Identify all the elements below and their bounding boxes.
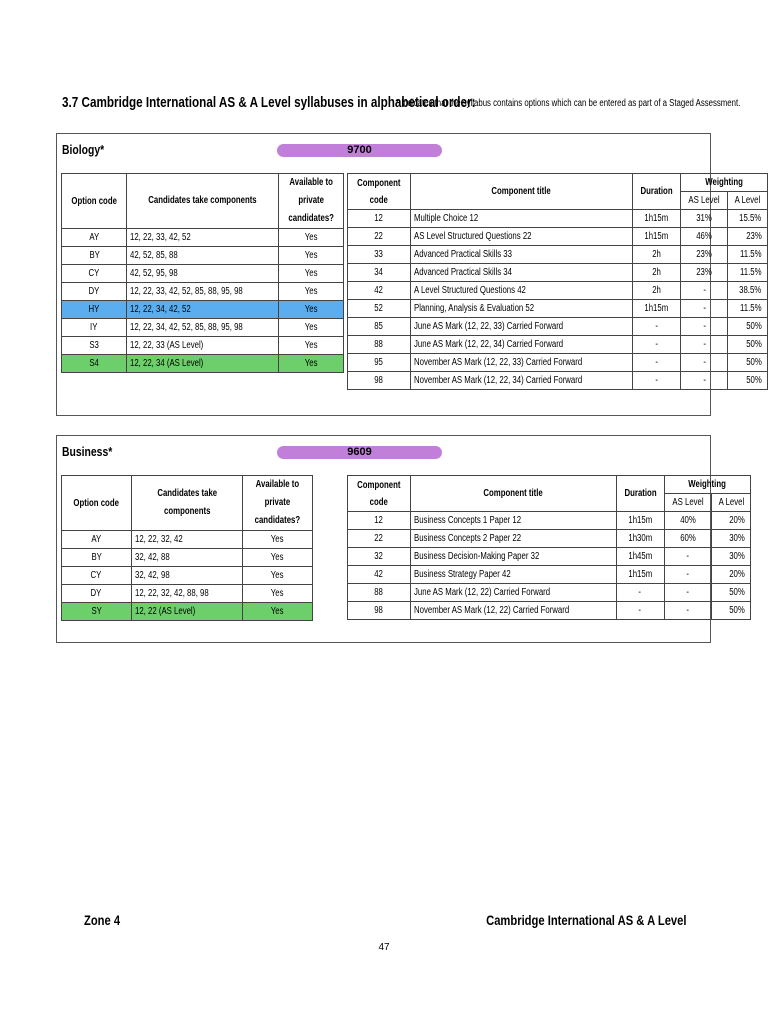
option-private: Yes	[278, 301, 343, 319]
section-heading: 3.7 Cambridge International AS & A Level syllabuses in alphabetical order:	[62, 94, 476, 111]
weighting-a: 50%	[711, 602, 751, 620]
component-code: 12	[348, 512, 411, 530]
component-title: June AS Mark (12, 22) Carried Forward	[410, 584, 616, 602]
component-duration: -	[616, 584, 664, 602]
component-title: Planning, Analysis & Evaluation 52	[410, 300, 633, 318]
header-option-code: Option code	[62, 476, 132, 531]
option-code: AY	[62, 229, 127, 247]
option-code: DY	[62, 283, 127, 301]
weighting-a: 20%	[711, 512, 751, 530]
component-code: 85	[348, 318, 411, 336]
weighting-as: -	[681, 354, 728, 372]
weighting-as: -	[664, 548, 711, 566]
component-row	[348, 246, 768, 264]
option-private: Yes	[278, 355, 343, 373]
component-row	[348, 512, 751, 530]
component-title: Business Strategy Paper 42	[410, 566, 616, 584]
component-title: June AS Mark (12, 22, 34) Carried Forward	[410, 336, 633, 354]
header-a-level: A Level	[711, 494, 751, 512]
component-row	[348, 228, 768, 246]
component-code: 98	[348, 602, 411, 620]
option-private: Yes	[278, 229, 343, 247]
component-duration: 1h15m	[616, 512, 664, 530]
option-row	[62, 301, 344, 319]
syllabus-code-badge: 9700	[277, 144, 442, 157]
option-components: 42, 52, 95, 98	[127, 265, 279, 283]
option-row	[62, 319, 344, 337]
option-row	[62, 337, 344, 355]
weighting-as: -	[681, 336, 728, 354]
option-code: IY	[62, 319, 127, 337]
option-row	[62, 585, 313, 603]
option-row	[62, 549, 313, 567]
syllabus-code-badge: 9609	[277, 446, 442, 459]
component-title: A Level Structured Questions 42	[410, 282, 633, 300]
weighting-a: 23%	[728, 228, 768, 246]
syllabus-name: Business*	[62, 444, 113, 459]
footer-product: Cambridge International AS & A Level	[485, 912, 686, 928]
option-private: Yes	[243, 549, 313, 567]
header-private-candidates: Available to private candidates?	[243, 476, 313, 531]
component-title: November AS Mark (12, 22) Carried Forward	[410, 602, 616, 620]
weighting-as: -	[681, 372, 728, 390]
option-code: CY	[62, 265, 127, 283]
weighting-a: 30%	[711, 548, 751, 566]
component-row	[348, 300, 768, 318]
component-code: 52	[348, 300, 411, 318]
component-code: 88	[348, 584, 411, 602]
component-code: 88	[348, 336, 411, 354]
header-component-title: Component title	[410, 174, 633, 210]
component-title: Advanced Practical Skills 34	[410, 264, 633, 282]
header-candidates-take: Candidates take components	[131, 476, 242, 531]
header-a-level: A Level	[728, 192, 768, 210]
option-private: Yes	[243, 585, 313, 603]
component-row	[348, 318, 768, 336]
component-title: Business Concepts 2 Paper 22	[410, 530, 616, 548]
component-row	[348, 372, 768, 390]
option-components: 12, 22, 33, 42, 52	[127, 229, 279, 247]
component-title: November AS Mark (12, 22, 33) Carried Forward	[410, 354, 633, 372]
header-option-code: Option code	[62, 174, 127, 229]
weighting-as: 60%	[664, 530, 711, 548]
component-code: 22	[348, 530, 411, 548]
component-row	[348, 566, 751, 584]
weighting-a: 50%	[728, 354, 768, 372]
component-row	[348, 584, 751, 602]
weighting-a: 11.5%	[728, 264, 768, 282]
weighting-as: -	[681, 282, 728, 300]
weighting-as: -	[664, 602, 711, 620]
option-private: Yes	[278, 337, 343, 355]
option-code: HY	[62, 301, 127, 319]
component-code: 95	[348, 354, 411, 372]
option-code: S3	[62, 337, 127, 355]
component-title: AS Level Structured Questions 22	[410, 228, 633, 246]
component-row	[348, 354, 768, 372]
weighting-a: 50%	[728, 318, 768, 336]
weighting-a: 30%	[711, 530, 751, 548]
option-code: BY	[62, 549, 132, 567]
weighting-a: 50%	[711, 584, 751, 602]
option-code: DY	[62, 585, 132, 603]
option-code: BY	[62, 247, 127, 265]
component-row	[348, 282, 768, 300]
header-duration: Duration	[633, 174, 681, 210]
component-code: 33	[348, 246, 411, 264]
header-weighting: Weighting	[664, 476, 751, 494]
option-row	[62, 265, 344, 283]
option-row	[62, 567, 313, 585]
weighting-as: -	[664, 584, 711, 602]
option-row	[62, 229, 344, 247]
component-duration: 1h15m	[633, 210, 681, 228]
option-components: 12, 22, 33 (AS Level)	[127, 337, 279, 355]
page-number: 47	[378, 942, 390, 953]
staged-assessment-note: * Indicates that the syllabus contains options which can be entered as part of a Staged Assessment.	[396, 98, 741, 109]
weighting-as: 46%	[681, 228, 728, 246]
header-private-candidates: Available to private candidates?	[278, 174, 343, 229]
option-private: Yes	[278, 319, 343, 337]
weighting-a: 20%	[711, 566, 751, 584]
option-private: Yes	[278, 247, 343, 265]
option-row	[62, 603, 313, 621]
components-table	[347, 475, 751, 620]
option-components: 42, 52, 85, 88	[127, 247, 279, 265]
option-components: 32, 42, 98	[131, 567, 242, 585]
weighting-a: 50%	[728, 336, 768, 354]
component-code: 42	[348, 282, 411, 300]
option-private: Yes	[278, 283, 343, 301]
option-components: 12, 22, 34, 42, 52	[127, 301, 279, 319]
component-title: Business Decision-Making Paper 32	[410, 548, 616, 566]
options-table	[61, 475, 313, 621]
component-row	[348, 336, 768, 354]
component-title: Multiple Choice 12	[410, 210, 633, 228]
component-duration: 1h15m	[616, 566, 664, 584]
weighting-as: -	[681, 318, 728, 336]
component-code: 22	[348, 228, 411, 246]
weighting-as: 40%	[664, 512, 711, 530]
component-title: Advanced Practical Skills 33	[410, 246, 633, 264]
component-duration: 1h45m	[616, 548, 664, 566]
option-components: 32, 42, 88	[131, 549, 242, 567]
component-code: 98	[348, 372, 411, 390]
component-code: 12	[348, 210, 411, 228]
weighting-as: 23%	[681, 264, 728, 282]
option-code: SY	[62, 603, 132, 621]
weighting-a: 15.5%	[728, 210, 768, 228]
header-as-level: AS Level	[681, 192, 728, 210]
syllabus-name: Biology*	[62, 142, 105, 157]
component-duration: 1h15m	[633, 300, 681, 318]
header-candidates-take: Candidates take components	[127, 174, 279, 229]
component-duration: -	[633, 354, 681, 372]
weighting-as: 23%	[681, 246, 728, 264]
component-duration: 2h	[633, 246, 681, 264]
component-title: Business Concepts 1 Paper 12	[410, 512, 616, 530]
option-private: Yes	[278, 265, 343, 283]
option-row	[62, 531, 313, 549]
option-row	[62, 247, 344, 265]
weighting-a: 38.5%	[728, 282, 768, 300]
option-components: 12, 22, 34 (AS Level)	[127, 355, 279, 373]
header-as-level: AS Level	[664, 494, 711, 512]
component-row	[348, 210, 768, 228]
weighting-a: 11.5%	[728, 300, 768, 318]
footer-zone: Zone 4	[84, 912, 121, 928]
option-code: CY	[62, 567, 132, 585]
component-title: November AS Mark (12, 22, 34) Carried Forward	[410, 372, 633, 390]
option-components: 12, 22, 32, 42	[131, 531, 242, 549]
weighting-as: 31%	[681, 210, 728, 228]
header-component-code: Component code	[348, 174, 411, 210]
component-row	[348, 530, 751, 548]
option-components: 12, 22, 33, 42, 52, 85, 88, 95, 98	[127, 283, 279, 301]
option-code: S4	[62, 355, 127, 373]
header-duration: Duration	[616, 476, 664, 512]
component-row	[348, 264, 768, 282]
option-row	[62, 283, 344, 301]
header-component-code: Component code	[348, 476, 411, 512]
component-duration: 2h	[633, 282, 681, 300]
component-row	[348, 602, 751, 620]
option-private: Yes	[243, 567, 313, 585]
option-components: 12, 22, 34, 42, 52, 85, 88, 95, 98	[127, 319, 279, 337]
option-private: Yes	[243, 531, 313, 549]
component-code: 42	[348, 566, 411, 584]
component-duration: -	[633, 336, 681, 354]
component-code: 34	[348, 264, 411, 282]
component-duration: 2h	[633, 264, 681, 282]
component-duration: -	[633, 372, 681, 390]
syllabus-panel-biology	[56, 133, 762, 416]
weighting-as: -	[681, 300, 728, 318]
option-components: 12, 22, 32, 42, 88, 98	[131, 585, 242, 603]
options-table	[61, 173, 344, 373]
option-code: AY	[62, 531, 132, 549]
component-duration: -	[616, 602, 664, 620]
weighting-a: 50%	[728, 372, 768, 390]
component-row	[348, 548, 751, 566]
weighting-a: 11.5%	[728, 246, 768, 264]
component-code: 32	[348, 548, 411, 566]
header-component-title: Component title	[410, 476, 616, 512]
option-row	[62, 355, 344, 373]
header-weighting: Weighting	[681, 174, 768, 192]
syllabus-panel-business	[56, 435, 746, 643]
component-duration: 1h15m	[633, 228, 681, 246]
option-private: Yes	[243, 603, 313, 621]
component-title: June AS Mark (12, 22, 33) Carried Forward	[410, 318, 633, 336]
component-duration: 1h30m	[616, 530, 664, 548]
components-table	[347, 173, 768, 390]
weighting-as: -	[664, 566, 711, 584]
component-duration: -	[633, 318, 681, 336]
option-components: 12, 22 (AS Level)	[131, 603, 242, 621]
